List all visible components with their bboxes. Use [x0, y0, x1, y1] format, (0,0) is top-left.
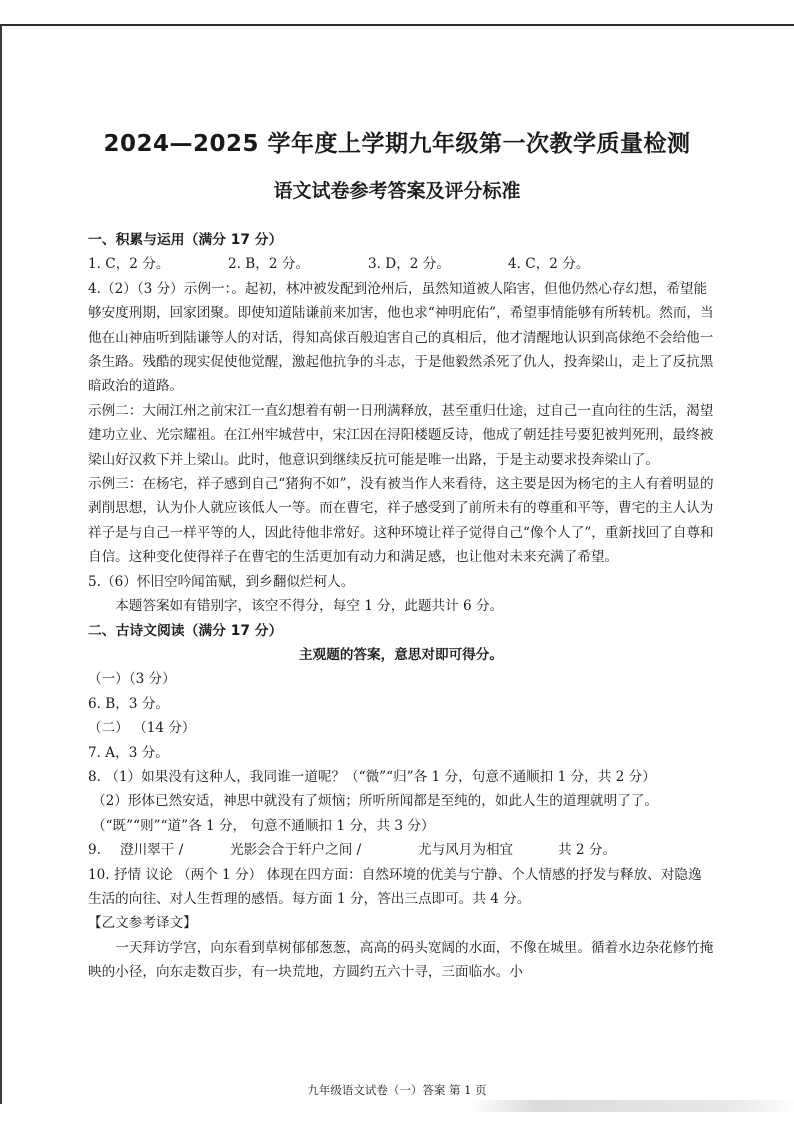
answer-4-2-example-1: 4.（2）（3 分）示例一：。起初，林冲被发配到沧州后，虽然知道被人陷害，但他仍然心存幻想，希望能够安度刑期，回家团聚。即使知道陆谦前来加害，他也求“神明庇佑”，希望事情能够有所转机。然而，当他在山神庙听到陆谦等人的对话，得知高俅百般迫害自己的真相后，他才清醒地认识到高俅绝不会给他一条生路。残酷的现实促使他觉醒，激起他抗争的斗志，于是他毅然杀死了仇人，投奔梁山，走上了反抗黑暗政治的道路。 — [88, 280, 714, 395]
answer-9-part-1: 澄川翠干 / — [120, 842, 184, 859]
answer-4-2-example-2: 示例二：大闹江州之前宋江一直幻想着有朝一日刑满释放，甚至重归仕途，过自己一直向往的生活，渴望建功立业、光宗耀祖。在江州牢城营中，宋江因在浔阳楼题反诗，他成了朝廷挂号要犯被判死刑，最终被梁山好汉救下并上梁山。此时，他意识到继续反抗可能是唯一出路，于是主动要求投奔梁山了。 — [88, 402, 714, 468]
answer-9-part-3: 尤与风月为相宜 — [418, 842, 514, 859]
document-body — [88, 228, 714, 985]
answer-8-1: 8. （1）如果没有这种人，我同谁一道呢？（“微”“归”各 1 分，句意不通顺扣 1 分，共 2 分） — [88, 768, 656, 785]
answer-7: 7. A，3 分。 — [88, 744, 169, 761]
answer-5-note: 本题答案如有错别字，该空不得分，每空 1 分，此题共计 6 分。 — [115, 598, 504, 615]
answer-1: 1. C，2 分。 — [88, 256, 170, 273]
page-footer: 九年级语文试卷（一）答案 第 1 页 — [307, 1083, 487, 1097]
translation-heading: 【乙文参考译文】 — [88, 915, 197, 932]
answer-4-2-example-3: 示例三：在杨宅，祥子感到自己“猪狗不如”，没有被当作人来看待，这主要是因为杨宅的主人有着明显的剥削思想，认为仆人就应该低人一等。而在曹宅，祥子感受到了前所未有的尊重和平等，曹宅的主人认为祥子是与自己一样平等的人，因此待他非常好。这种环境让祥子觉得自己“像个人了”，重新找回了自尊和自信。这种变化使得祥子在曹宅的生活更加有动力和满足感，也让他对未来充满了希望。 — [88, 476, 714, 566]
answer-9 — [88, 838, 714, 862]
answer-4: 4. C，2 分。 — [508, 256, 590, 273]
section-2-heading: 二、古诗文阅读（满分 17 分） — [88, 622, 283, 639]
part-1-label: （一）（3 分） — [88, 671, 176, 688]
page-title: 2024—2025 学年度上学期九年级第一次教学质量检测 — [103, 131, 691, 157]
translation-text: 一天拜访学宫，向东看到草树郁郁葱葱，高高的码头宽阔的水面，不像在城里。循着水边杂花修竹掩映的小径，向东走数百步，有一块荒地，方圆约五六十寻，三面临水。小 — [88, 939, 714, 981]
answer-3: 3. D，2 分。 — [368, 256, 450, 273]
answer-6: 6. B，3 分。 — [88, 695, 170, 712]
answers-1-to-4 — [88, 252, 714, 276]
answer-8-2: （2）形体已然安适，神思中就没有了烦恼；所听所闻都是至纯的，如此人生的道理就明了了。（“既”“则”“道”各 1 分， 句意不通顺扣 1 分，共 3 分） — [92, 793, 658, 834]
scan-smudge — [470, 1100, 794, 1112]
answer-10: 10. 抒情 议论 （两个 1 分） 体现在四方面：自然环境的优美与宁静、个人情感的抒发与释放、对隐逸生活的向往、对人生哲理的感悟。每方面 1 分，答出三点即可。共 4 分。 — [88, 866, 702, 907]
answer-2: 2. B，2 分。 — [228, 256, 310, 273]
part-2-label: （二） （14 分） — [88, 720, 196, 737]
answer-9-score: 共 2 分。 — [558, 842, 617, 859]
section-2-note: 主观题的答案，意思对即可得分。 — [299, 646, 503, 663]
section-1-heading: 一、积累与运用（满分 17 分） — [88, 232, 283, 248]
answer-5: 5.（6）怀旧空吟闻笛赋，到乡翻似烂柯人。 — [88, 573, 355, 590]
page-border-top — [0, 24, 794, 26]
page-subtitle: 语文试卷参考答案及评分标准 — [273, 180, 521, 202]
answer-9-number: 9. — [88, 842, 101, 859]
answer-9-part-2: 光影会合于轩户之间 / — [230, 842, 362, 859]
